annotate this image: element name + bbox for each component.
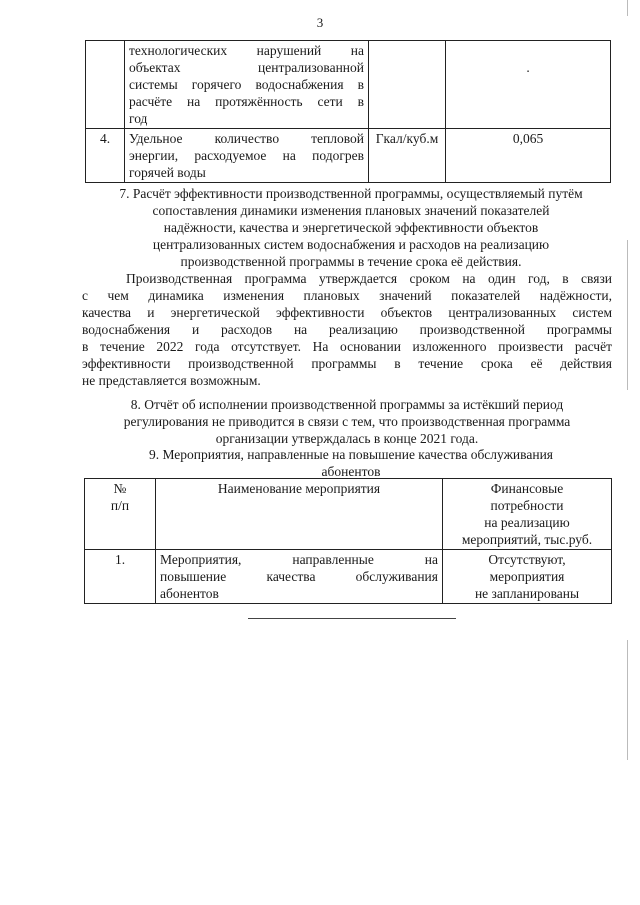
value-text: .: [526, 60, 530, 75]
table-cell-number: [86, 41, 125, 129]
text-line: горячей воды: [129, 165, 206, 180]
table-row: [85, 550, 612, 604]
row-number: 1.: [85, 550, 156, 604]
indicator-name-cell: [125, 129, 369, 183]
text-line: не представляется возможным.: [82, 373, 261, 388]
text-line: п/п: [110, 498, 130, 513]
unit-cell: [369, 41, 446, 129]
text-line: Финансовые: [490, 481, 564, 496]
text-line: Отсутствуют,: [488, 552, 566, 567]
text-line: 9. Мероприятия, направленные на повышение качества обслуживания: [148, 447, 554, 462]
text-line: эффективности производственной программы в течение срока её действия: [82, 356, 612, 371]
value-cell: [446, 41, 611, 129]
text-line: энергии, расходуемое на подогрев: [129, 148, 364, 163]
text-line: №: [113, 481, 127, 496]
text-line: Удельное количество тепловой: [129, 131, 364, 146]
measure-name-cell: [156, 550, 443, 604]
text-line: абонентов: [160, 586, 219, 601]
text-line: Мероприятия, направленные на: [160, 552, 438, 567]
text-line: на реализацию: [484, 515, 570, 530]
scan-mark: [627, 640, 628, 760]
table-row: [86, 129, 611, 183]
text-line: 7. Расчёт эффективности производственной программы, осуществляемый путём: [119, 186, 583, 201]
row-number: 4.: [86, 129, 125, 183]
text-line: мероприятий, тыс.руб.: [461, 532, 593, 547]
text-line: потребности: [490, 498, 564, 513]
text-line: надёжности, качества и энергетической эффективности объектов: [163, 220, 539, 235]
section-9-heading: [90, 446, 612, 480]
text-line: повышение качества обслуживания: [160, 569, 438, 584]
text-line: водоснабжения и расходов на реализацию производственной программы: [82, 322, 612, 337]
value-cell: 0,065: [446, 129, 611, 183]
measure-cost-cell: [443, 550, 612, 604]
table-header-row: [85, 479, 612, 550]
indicators-table: [85, 40, 611, 183]
text-line: качества и энергетической эффективности объектов централизованных систем: [82, 305, 612, 320]
text-line: с чем динамика изменения плановых значений показателей надёжности,: [82, 288, 612, 303]
text-line: сопоставления динамики изменения плановых значений показателей: [152, 203, 550, 218]
text-line: год: [129, 111, 148, 126]
text-line: системы горячего водоснабжения в: [129, 77, 364, 92]
text-line: абонентов: [321, 464, 381, 479]
unit-cell: Гкал/куб.м: [369, 129, 446, 183]
section-7-heading: [90, 185, 612, 270]
text-line: в течение 2022 года отсутствует. На основании изложенного произвести расчёт: [82, 339, 612, 354]
section-7-paragraph: [82, 270, 612, 389]
text-line: производственной программы в течение срока её действия.: [180, 254, 522, 269]
text-line: технологических нарушений на: [129, 43, 364, 58]
text-line: не запланированы: [474, 586, 580, 601]
header-name: Наименование мероприятия: [156, 479, 443, 550]
text-line: регулирования не приводится в связи с тем, что производственная программа: [123, 414, 571, 429]
header-number: [85, 479, 156, 550]
text-line: организации утверждалась в конце 2021 года.: [215, 431, 479, 446]
page-number: 3: [316, 15, 324, 30]
text-line: 8. Отчёт об исполнении производственной программы за истёкший период: [130, 397, 564, 412]
header-cost: [443, 479, 612, 550]
scan-mark: [627, 240, 628, 390]
text-line: расчёте на протяжённость сети в: [129, 94, 364, 109]
table-row: [86, 41, 611, 129]
indicator-name-cell: [125, 41, 369, 129]
text-line: мероприятия: [489, 569, 565, 584]
end-divider: [248, 618, 456, 619]
text-line: централизованных систем водоснабжения и расходов на реализацию: [152, 237, 550, 252]
measures-table: [84, 478, 612, 604]
text-line: объектах централизованной: [129, 60, 364, 75]
scan-mark: [627, 0, 628, 16]
section-8: [82, 396, 612, 447]
text-line: Производственная программа утверждается сроком на один год, в связи: [126, 271, 612, 286]
